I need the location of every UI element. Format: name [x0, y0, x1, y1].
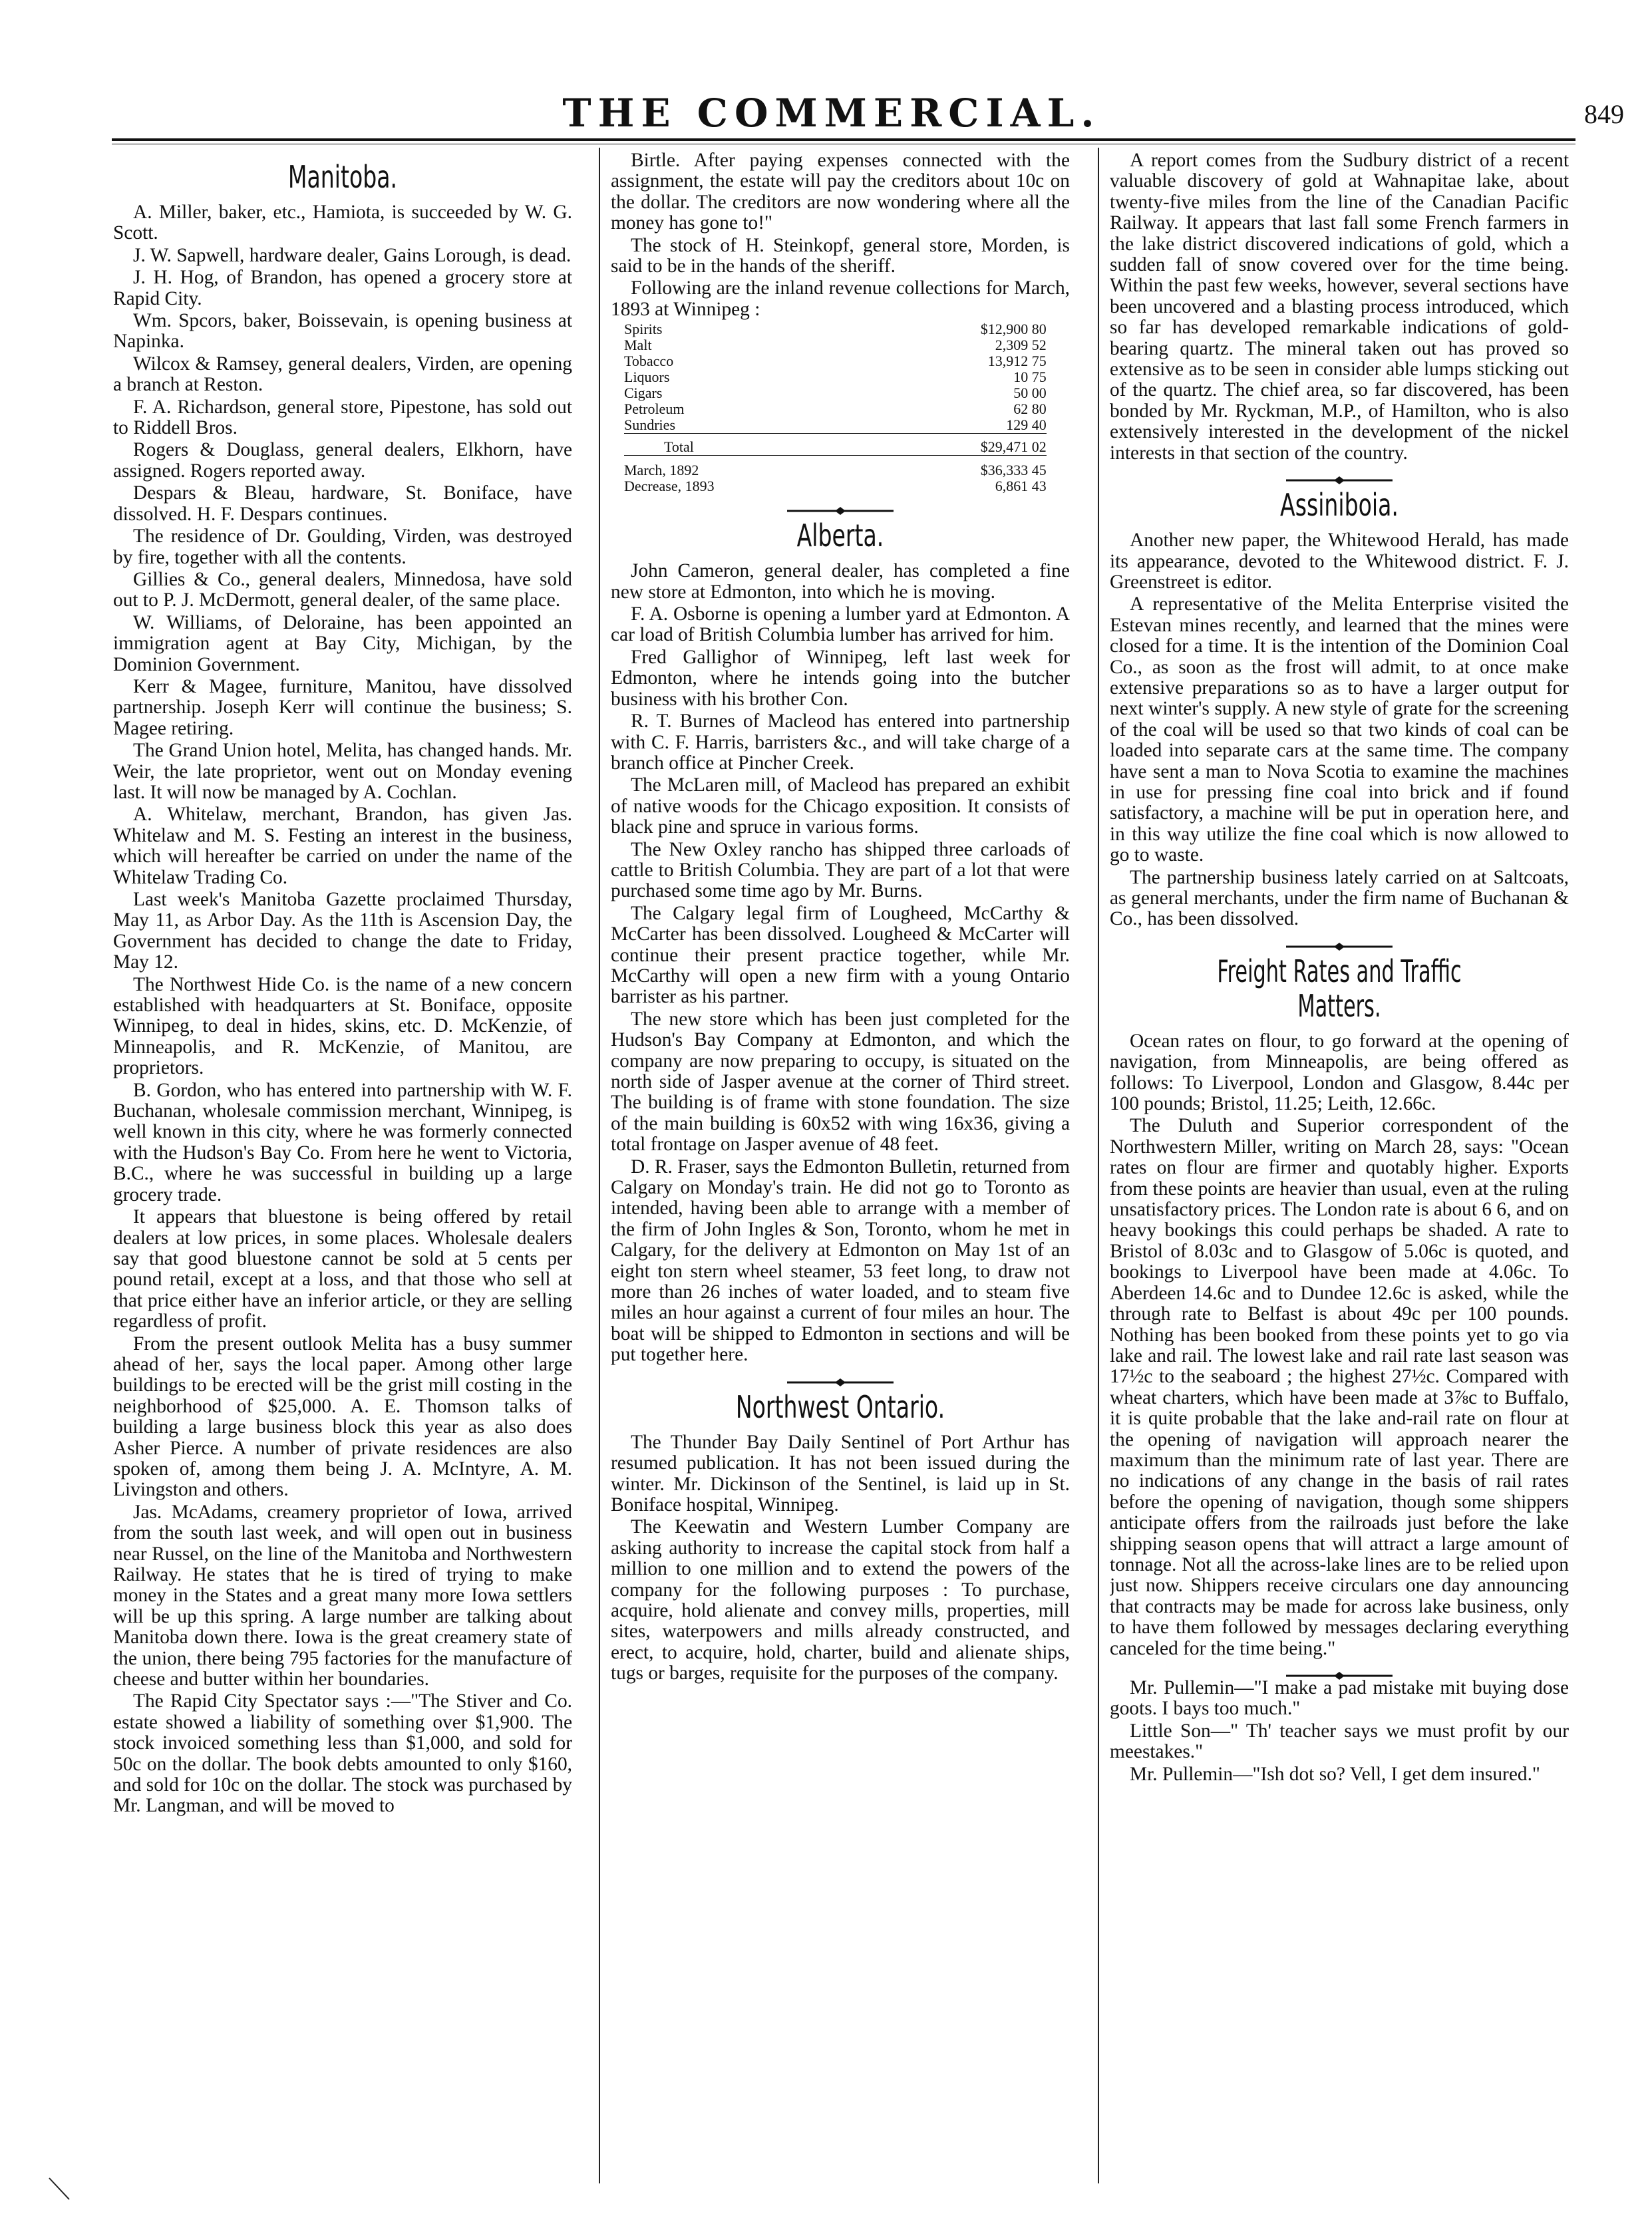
revenue-item: Petroleum: [624, 400, 685, 418]
section-separator: [611, 500, 1070, 509]
paragraph: Another new paper, the Whitewood Herald, has made its appearance, devoted to the Whitewood district. F. J. Greenstreet is editor.: [1110, 530, 1569, 593]
section-heading-northwest-ontario: Northwest Ontario.: [735, 1388, 945, 1425]
paragraph: A representative of the Melita Enterprise visited the Estevan mines recently, and learned that the mines were closed for a time. It is the intention of the Dominion Coal Co., as soon as the frost will admit, to at once make extensive preparations so as to have a larger output for next winter's supply. A new style of grate for the screening of the coal will be used so that two kinds of coal can be loaded into separate cars at the same time. The company have sent a man to Nova Scotia to examine the machines in use for pressing fine coal into brick and if found satisfactory, a machine will be put in operation here, and in this way utilize the fine coal which is now allowed to go to waste.: [1110, 593, 1569, 866]
article-body: [611, 150, 1070, 320]
paragraph: Last week's Manitoba Gazette proclaimed Thursday, May 11, as Arbor Day. As the 11th is Ascension Day, the Government has decided to change the date to Friday, May 12.: [113, 889, 572, 973]
revenue-item: Spirits: [624, 321, 663, 338]
section-separator: [611, 1371, 1070, 1380]
paragraph: F. A. Richardson, general store, Pipestone, has sold out to Riddell Bros.: [113, 396, 572, 439]
paragraph: Birtle. After paying expenses connected with the assignment, the estate will pay the creditors about 10c on the dollar. The creditors are now wondering where all the money has gone to!": [611, 150, 1070, 234]
column-2: [611, 150, 1070, 2186]
paragraph: From the present outlook Melita has a busy summer ahead of her, says the local paper. Among other large buildings to be erected will be the grist mill costing in the neighborhood of $25,000. A. E. Thomson talks of building a large business block this year as also does Asher Pierce. A number of private residences are also spoken of, among them being J. A. McIntyre, A. M. Livingston and others.: [113, 1333, 572, 1501]
article-body: [611, 1432, 1070, 1684]
section-separator: [1110, 935, 1569, 945]
page-number: 849: [1584, 99, 1624, 129]
revenue-march-label: March, 1892: [624, 456, 868, 479]
paragraph: The Calgary legal firm of Lougheed, McCarthy & McCarter has been dissolved. Lougheed & McCarter will continue their present practice together, while Mr. McCarthy will open a new firm with a young Ontario barrister as his partner.: [611, 902, 1070, 1008]
revenue-item: Tobacco: [624, 353, 674, 370]
revenue-amount: $12,900 80: [980, 321, 1047, 338]
revenue-amount: 129 40: [1006, 416, 1047, 434]
revenue-item: Malt: [624, 337, 652, 354]
masthead-title: THE COMMERCIAL.: [562, 90, 1101, 136]
paragraph: A. Miller, baker, etc., Hamiota, is succeeded by W. G. Scott.: [113, 202, 572, 244]
paragraph: Gillies & Co., general dealers, Minnedosa, have sold out to P. J. McDermott, general dealer, of the same place.: [113, 568, 572, 611]
paragraph: The Grand Union hotel, Melita, has changed hands. Mr. Weir, the late proprietor, went out on Monday evening last. It will now be managed by A. Cochlan.: [113, 740, 572, 803]
paragraph: The New Oxley rancho has shipped three carloads of cattle to British Columbia. They are part of a lot that were purchased some time ago by Mr. Burns.: [611, 838, 1070, 902]
column-rule: [1098, 148, 1099, 2183]
revenue-row: [624, 385, 1047, 401]
masthead: [0, 86, 1652, 146]
section-heading-assiniboia: Assiniboia.: [1280, 487, 1399, 524]
paragraph: Wm. Spcors, baker, Boissevain, is opening business at Napinka.: [113, 310, 572, 353]
article-body: [611, 561, 1070, 1365]
paragraph: It appears that bluestone is being offered by retail dealers at low prices, in some places. Wholesale dealers say that good bluestone cannot be sold at 5 cents per pound retail, except at a loss, and that those who sell at that price either have an inferior article, or they are selling regardless of profit.: [113, 1206, 572, 1333]
paragraph: The Duluth and Superior correspondent of the Northwestern Miller, writing on March 28, says: "Ocean rates on flour are firmer and quotably higher. Exports from these points are heavier than usual, even at the ruling unsatisfactory prices. The London rate is about 6 6, and on heavy bookings this could perhaps be shaded. A rate to Bristol of 8.03c and to Glasgow of 5.06c is quoted, and bookings to Liverpool have been made at 4.06c. To Aberdeen 14.6c and to Dundee 12.6c is asked, while the through rate to Belfast is about 49c per 100 pounds. Nothing has been booked from these points yet to go via lake and rail. The lowest lake and rail rate last season was 17½c to the seaboard ; the highest 27½c. Compared with wheat charters, which have been made at 3⅞c to Buffalo, it is quite probable that the lake and-rail rate on flour at the opening of navigation will approach nearer the maximum than the minimum rate of last year. There are no indications of any change in the basis of rail rates before the opening of navigation, though some shippers anticipate offers from the railroads just before the lake shipping season opens that will attract a large amount of tonnage. Not all the across-lake lines are to be relied upon just now. Shippers receive circulars one day announcing that contracts may be made for across lake business, only to have them followed by messages declaring everything canceled for the time being.": [1110, 1115, 1569, 1659]
paragraph: The Northwest Hide Co. is the name of a new concern established with headquarters at St. Boniface, opposite Winnipeg, to deal in hides, skins, etc. D. McKenzie, of Minneapolis, and R. McKenzie, of Manitou, are proprietors.: [113, 973, 572, 1079]
paragraph: R. T. Burnes of Macleod has entered into partnership with C. F. Harris, barristers &c., and will take charge of a branch office at Pincher Creek.: [611, 711, 1070, 774]
paragraph: Despars & Bleau, hardware, St. Boniface, have dissolved. H. F. Despars continues.: [113, 482, 572, 525]
revenue-amount: 50 00: [1013, 385, 1047, 402]
section-separator: [1110, 1665, 1569, 1674]
revenue-item: Liquors: [624, 369, 670, 386]
paragraph: Wilcox & Ramsey, general dealers, Virden, are opening a branch at Reston.: [113, 353, 572, 396]
revenue-march-value: $36,333 45: [868, 456, 1047, 479]
paragraph: Mr. Pullemin—"Ish dot so? Vell, I get dem insured.": [1130, 1763, 1540, 1785]
paragraph: Fred Gallighor of Winnipeg, left last week for Edmonton, where he intends going into the butcher business with his brother Con.: [611, 646, 1070, 710]
paragraph: A report comes from the Sudbury district of a recent valuable discovery of gold at Wahnapitae lake, about twenty-five miles from the line of the Canadian Pacific Railway. It appears that last fall some French farmers in the lake district discovered indications of gold, which a sudden fall of snow covered over for the time being. Within the past few weeks, however, several sections have been uncovered and a blasting process introduced, which so far has developed remarkable indications of gold-bearing quartz. The mineral taken out has proved so extensive as to be seen in consider able lumps sticking out of the quartz. The chief area, so far discovered, has been bonded by Mr. Ryckman, M.P., of Hamilton, who is also extensively interested in the development of the nickel interests in that section of the country.: [1110, 150, 1569, 464]
paragraph: Following are the inland revenue collections for March, 1893 at Winnipeg :: [611, 277, 1070, 320]
revenue-item: Sundries: [624, 416, 675, 434]
section-heading-alberta: Alberta.: [796, 518, 884, 554]
paragraph: J. W. Sapwell, hardware dealer, Gains Lorough, is dead.: [133, 244, 572, 266]
revenue-row: [624, 353, 1047, 369]
paragraph: Jas. McAdams, creamery proprietor of Iowa, arrived from the south last week, and will open out in business near Russel, on the line of the Manitoba and Northwestern Railway. He states that he is tired of trying to make money in the States and a great many more Iowa settlers will be up this spring. A large number are talking about Manitoba down there. Iowa is the great creamery state of the union, there being 795 factories for the manufacture of cheese and butter within her boundaries.: [113, 1501, 572, 1690]
revenue-row: [624, 417, 1047, 434]
paragraph: Kerr & Magee, furniture, Manitou, have dissolved partnership. Joseph Kerr will continue the business; S. Magee retiring.: [113, 675, 572, 739]
revenue-row: [624, 401, 1047, 417]
paragraph: Little Son—" Th' teacher says we must profit by our meestakes.": [1110, 1720, 1569, 1763]
article-body: [1110, 1678, 1569, 1785]
paragraph: The Thunder Bay Daily Sentinel of Port Arthur has resumed publication. It has not been issued during the winter. Mr. Dickinson of the Sentinel, is laid up in St. Boniface hospital, Winnipeg.: [611, 1431, 1070, 1515]
paragraph: The stock of H. Steinkopf, general store, Morden, is said to be in the hands of the sheriff.: [611, 234, 1070, 277]
paragraph: A. Whitelaw, merchant, Brandon, has given Jas. Whitelaw and M. S. Festing an interest in the business, which will hereafter be carried on under the name of the Whitelaw Trading Co.: [113, 804, 572, 888]
paragraph: Ocean rates on flour, to go forward at the opening of navigation, from Minneapolis, are being offered as follows: To Liverpool, London and Glasgow, 8.44c per 100 pounds; Bristol, 11.25; Leith, 12.66c.: [1110, 1030, 1569, 1115]
section-heading-freight-rates: Freight Rates and Traffic Matters.: [1217, 953, 1462, 1024]
article-body: [1110, 1031, 1569, 1659]
masthead-rule: [112, 138, 1575, 141]
paragraph: The Rapid City Spectator says :—"The Stiver and Co. estate showed a liability of something over $1,900. The stock invoiced something less than $1,000, and sold for 50c on the dollar. The book debts amounted to only $160, and sold for 10c on the dollar. The stock was purchased by Mr. Langman, and will be moved to: [113, 1690, 572, 1817]
paragraph: W. Williams, of Deloraine, has been appointed an immigration agent at Bay City, Michigan, by the Dominion Government.: [113, 611, 572, 675]
paragraph: Mr. Pullemin—"I make a pad mistake mit buying dose goots. I bays too much.": [1110, 1677, 1569, 1720]
revenue-decrease-row: [624, 478, 1047, 494]
column-3: [1110, 150, 1569, 2186]
revenue-row: [624, 321, 1047, 337]
article-body: [113, 202, 572, 1817]
revenue-decrease-value: 6,861 43: [995, 478, 1047, 495]
revenue-total-row: [624, 434, 1047, 456]
revenue-item: Cigars: [624, 385, 663, 402]
paragraph: The new store which has been just completed for the Hudson's Bay Company at Edmonton, and which the company are now preparing to occupy, is situated on the north side of Jasper avenue at the corner of Third street. The building is of frame with stone foundation. The size of the main building is 60x52 with wing 16x36, giving a total frontage on Jasper avenue of 48 feet.: [611, 1008, 1070, 1156]
paragraph: D. R. Fraser, says the Edmonton Bulletin, returned from Calgary on Monday's train. He did not go to Toronto as intended, having been able to arrange with a member of the firm of John Ingles & Son, Toronto, whom he met in Calgary, for the delivery at Edmonton on May 1st of an eight ton stern wheel steamer, 53 feet long, to draw not more than 26 inches of water loaded, and to steam five miles an hour against a current of four miles an hour. The boat will be shipped to Edmonton in sections and will be put together here.: [611, 1156, 1070, 1366]
corner-mark: [47, 2175, 73, 2202]
section-separator: [1110, 469, 1569, 478]
revenue-amount: 13,912 75: [987, 353, 1047, 370]
revenue-row: [624, 337, 1047, 353]
paragraph: F. A. Osborne is opening a lumber yard at Edmonton. A car load of British Columbia lumber has arrived for him.: [611, 603, 1070, 646]
revenue-decrease-label: Decrease, 1893: [624, 478, 715, 495]
paragraph: The Keewatin and Western Lumber Company are asking authority to increase the capital stock from half a million to one million and to extend the powers of the company for the following purposes : To purchase, acquire, hold alienate and convey mills, properties, mill sites, waterpowers and mills already constructed, and erect, to acquire, hold, charter, build and alienate ships, tugs or barges, requisite for the purposes of the company.: [611, 1516, 1070, 1684]
revenue-march-row: [624, 456, 1047, 479]
column-1: [113, 150, 572, 2186]
article-body: [1110, 530, 1569, 930]
revenue-table: [624, 321, 1047, 494]
revenue-row: [624, 369, 1047, 385]
column-rule: [599, 148, 600, 2183]
revenue-total-value: $29,471 02: [868, 434, 1047, 456]
paragraph: John Cameron, general dealer, has completed a fine new store at Edmonton, into which he is moving.: [611, 560, 1070, 603]
paragraph: The partnership business lately carried on at Saltcoats, as general merchants, under the firm name of Buchanan & Co., has been dissolved.: [1110, 866, 1569, 930]
paragraph: The McLaren mill, of Macleod has prepared an exhibit of native woods for the Chicago exposition. It consists of black pine and spruce in various forms.: [611, 774, 1070, 838]
paragraph: B. Gordon, who has entered into partnership with W. F. Buchanan, wholesale commission merchant, Winnipeg, is well known in this city, where he was formerly connected with the Hudson's Bay Co. From here he went to Victoria, B.C., where he was successful in building up a large grocery trade.: [113, 1079, 572, 1205]
revenue-amount: 2,309 52: [995, 337, 1047, 354]
paragraph: The residence of Dr. Goulding, Virden, was destroyed by fire, together with all the contents.: [113, 526, 572, 568]
article-body: [1110, 150, 1569, 464]
paragraph: Rogers & Douglass, general dealers, Elkhorn, have assigned. Rogers reported away.: [113, 439, 572, 482]
section-heading-manitoba: Manitoba.: [287, 159, 398, 195]
paragraph: J. H. Hog, of Brandon, has opened a grocery store at Rapid City.: [113, 267, 572, 309]
revenue-amount: 10 75: [1013, 369, 1047, 386]
revenue-amount: 62 80: [1013, 400, 1047, 418]
revenue-total-label: Total: [624, 434, 868, 456]
